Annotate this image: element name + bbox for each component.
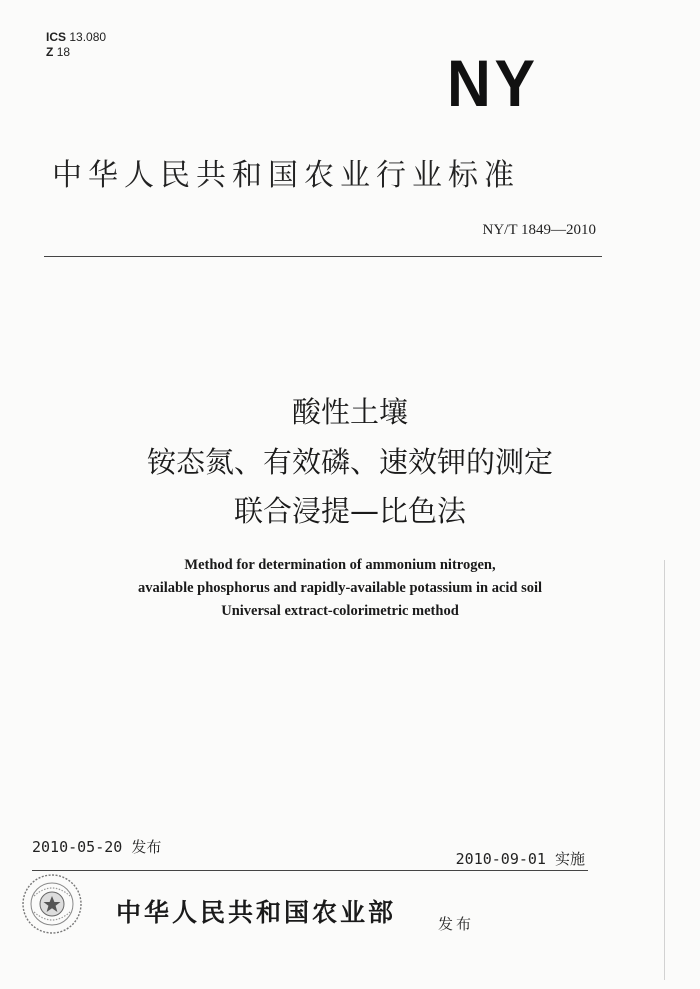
english-title-line-2: available phosphorus and rapidly-available potassium in acid soil xyxy=(137,580,543,596)
chinese-title-line-3: 联合浸提—比色法 xyxy=(233,494,466,528)
chinese-title-line-1: 酸性土壤 xyxy=(291,395,408,429)
z-code: 18 xyxy=(56,45,71,59)
ministry-seal-icon xyxy=(20,872,84,936)
bottom-divider xyxy=(32,870,588,871)
ics-label: ICS xyxy=(46,30,67,44)
publish-label: 发布 xyxy=(438,915,475,933)
ics-code: 13.080 xyxy=(69,30,107,44)
z-label: Z xyxy=(46,45,54,59)
chinese-title-line-2: 铵态氮、有效磷、速效钾的测定 xyxy=(146,445,553,479)
publisher-name: 中华人民共和国农业部 xyxy=(116,898,397,927)
top-divider xyxy=(44,256,602,257)
implementation-date: 2010-09-01 实施 xyxy=(455,850,585,868)
english-title-line-3: Universal extract-colorimetric method xyxy=(221,603,459,619)
ny-logo: NY xyxy=(447,46,539,120)
standard-number: NY/T 1849—2010 xyxy=(482,222,596,238)
classification-codes xyxy=(46,30,106,60)
standard-category-title: 中华人民共和国农业行业标准 xyxy=(52,158,520,193)
english-title-line-1: Method for determination of ammonium nitrogen, xyxy=(184,557,496,573)
scan-edge-line xyxy=(664,560,665,980)
issue-date: 2010-05-20 发布 xyxy=(32,838,162,856)
z-line xyxy=(46,45,106,60)
ics-line xyxy=(46,30,106,45)
